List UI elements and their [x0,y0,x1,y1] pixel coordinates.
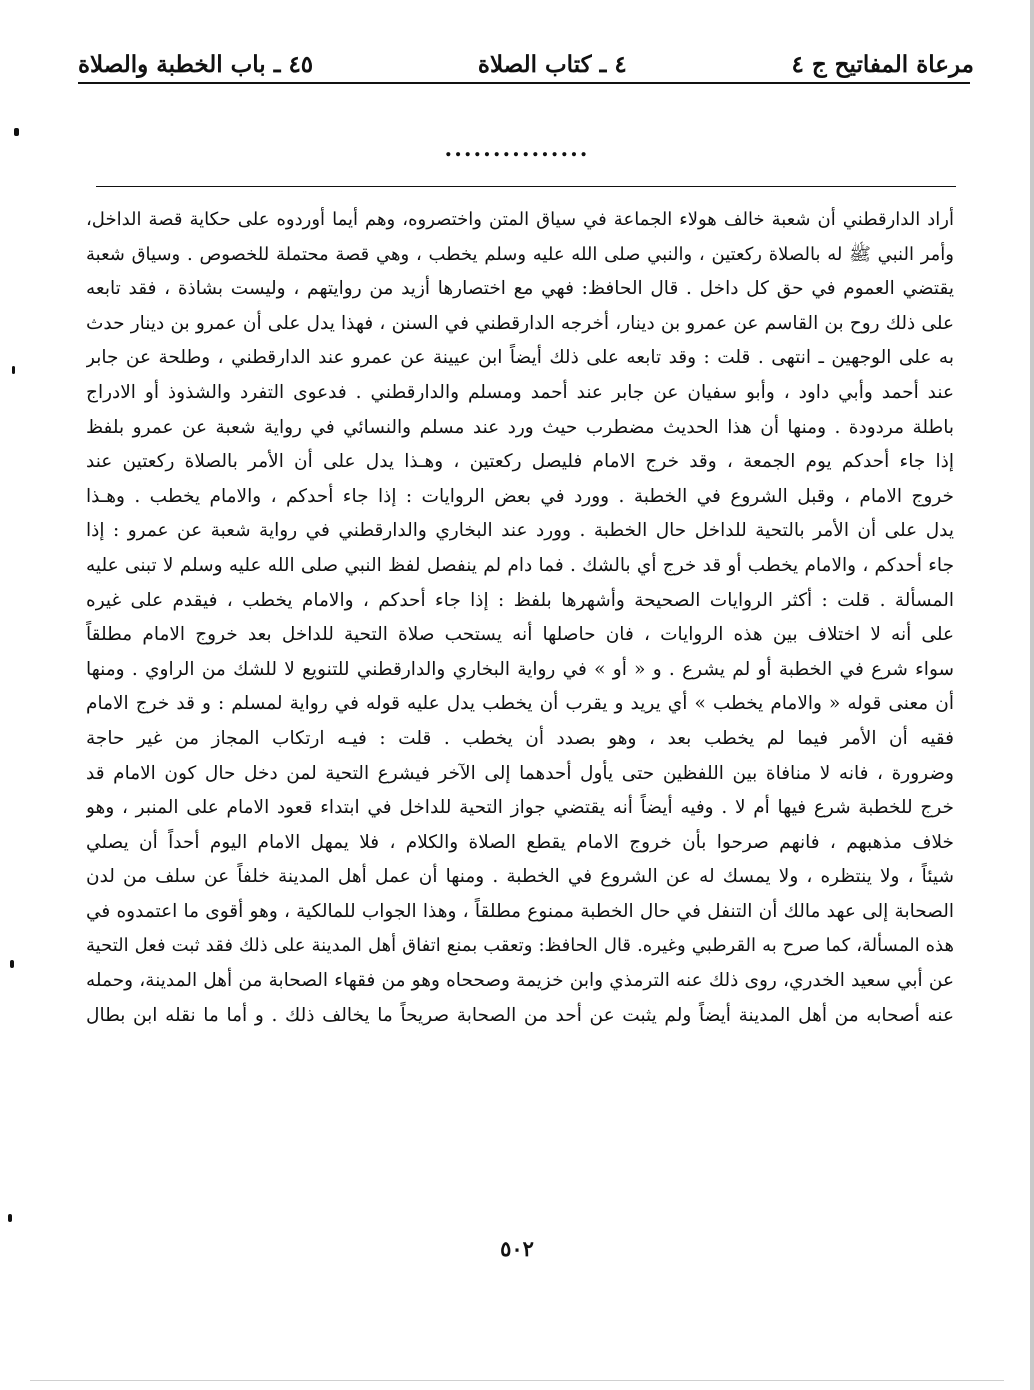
text-line: يقتضي العموم في حق كل داخل . قال الحافظ: فهي مع اختصارها أزيد من روايتهم ، وليست بشاذة ، فقد تابعه [86,278,954,300]
page-bottom-edge [30,1380,1004,1381]
running-header [78,28,974,78]
text-line: خرج للخطبة شرع فيها أم لا . وفيه أيضاً أنه يقتضي جواز التحية للداخل في ابتداء قعود الامام على المنبر ، وهو [86,797,954,819]
text-line: به على الوجهين ـ انتهى . قلت : وقد تابعه على ذلك أيضاً ابن عيينة عن عمرو عند الدارقطني ، وطلحة عن جابر [86,347,954,369]
margin-mark [8,1214,12,1222]
text-line: خلاف مذهبهم ، فانهم صرحوا بأن خروج الامام يقطع الصلاة والكلام ، فلا يمهل الامام اليوم أحداً أن يصلي [86,831,954,853]
text-line: فقيه أن الأمر فيما لم يخطب بعد ، وهو بصدد أن يخطب . قلت : فيـه ارتكاب المجاز من غير حاجة [86,727,954,749]
text-line: أن معنى قوله « والامام يخطب » أي يريد و يقرب أن يخطب يدل عليه قوله في رواية لمسلم : و قد خرج الامام [86,693,954,715]
text-line: خروج الامام ، وقبل الشروع في الخطبة . وورد في بعض الروايات : إذا جاء أحدكم ، والامام يخطب . وهـذا [86,485,954,507]
text-line: الصحابة إلى عهد مالك أن التنفل في حال الخطبة ممنوع مطلقاً ، وهذا الجواب للمالكية ، وهو أقوى ما اعتمدوه في [86,900,954,922]
margin-mark [10,960,14,968]
section-separator: ............... [444,136,590,162]
text-line: وضرورة ، فانه لا منافاة بين اللفظين حتى يأول أحدهما إلى الآخر فيشرع التحية لمن دخل حال كون الامام قد [86,762,954,784]
text-line: المسألة . قلت : أكثر الروايات الصحيحة وأشهرها بلفظ : إذا جاء أحدكم ، والامام يخطب ، فيقدم على غيره [86,589,954,611]
text-line: أراد الدارقطني أن شعبة خالف هولاء الجماعة في سياق المتن واختصروه، وهم أيما أوردوه على حكاية قصة الداخل، [86,209,954,230]
body-text [86,203,954,1033]
page-edge [1030,0,1034,1390]
text-line: باطلة مردودة . ومنها أن هذا الحديث مضطرب حيث ورد عند مسلم والنسائي في رواية شعبة عن عمرو بلفظ [86,416,954,438]
text-line: عند أحمد وأبي داود ، وأبو سفيان عن جابر عند أحمد ومسلم والدارقطني . فدعوى التفرد والشذوذ أو الادراج [86,381,954,403]
text-line: شيئاً ، ولا ينتظره ، ولا يمسك له عن الشروع في الخطبة . ومنها أن عمل أهل المدينة خلفاً عن سلف من لدن [86,866,954,888]
text-rule [96,186,956,187]
text-line: على أنه لا اختلاف بين هذه الروايات ، فان حاصلها أنه يستحب صلاة التحية للداخل بعد خروج الامام مطلقاً [86,624,954,646]
text-line: عن أبي سعيد الخدري، روى ذلك عنه الترمذي وابن خزيمة وصححاه وهو من فقهاء الصحابة من أهل المدينة، وحمله [86,970,954,992]
header-rule [78,82,970,84]
text-line: وأمر النبي ﷺ له بالصلاة ركعتين ، والنبي صلى الله عليه وسلم يخطب ، وهي قصة محتملة للخصوص . وسياق شعبة [86,243,954,265]
text-line: سواء شرع في الخطبة أو لم يشرع . و « أو » في رواية البخاري والدارقطني للتنويع لا للشك من الراوي . ومنها [86,658,954,680]
text-line: عنه أصحابه من أهل المدينة أيضاً ولم يثبت عن أحد من الصحابة صريحاً ما يخالف ذلك . و أما ما نقله ابن بطال [86,1004,954,1026]
page-number: ٥٠٢ [500,1236,534,1261]
text-line: جاء أحدكم ، والامام يخطب أو قد خرج أي بالشك . فما دام لم ينفصل لفظ النبي صلى الله عليه وسلم لا تبنى عليه [86,554,954,576]
text-line: يدل على أن الأمر بالتحية للداخل حال الخطبة . وورد عند البخاري والدارقطني في رواية شعبة عن عمرو : إذا [86,520,954,542]
margin-mark [12,366,15,374]
text-line: هذه المسألة، كما صرح به القرطبي وغيره. قال الحافظ: وتعقب بمنع اتفاق أهل المدينة على ذلك فقد ثبت فعل التحية [86,935,954,957]
header-chapter: ٤ ـ كتاب الصلاة [477,51,627,78]
margin-mark [14,128,19,136]
text-line: إذا جاء أحدكم يوم الجمعة ، وقد خرج الامام فليصل ركعتين ، وهـذا يدل على أن الأمر بالصلاة ركعتين عند [86,451,954,473]
header-book-title: مرعاة المفاتيح ج ٤ [791,51,974,78]
header-section: ٤٥ ـ باب الخطبة والصلاة [78,51,314,78]
text-line: على ذلك روح بن القاسم عن عمرو بن دينار، أخرجه الدارقطني في السنن ، فهذا يدل على أن عمرو بن دينار حدث [86,312,954,334]
